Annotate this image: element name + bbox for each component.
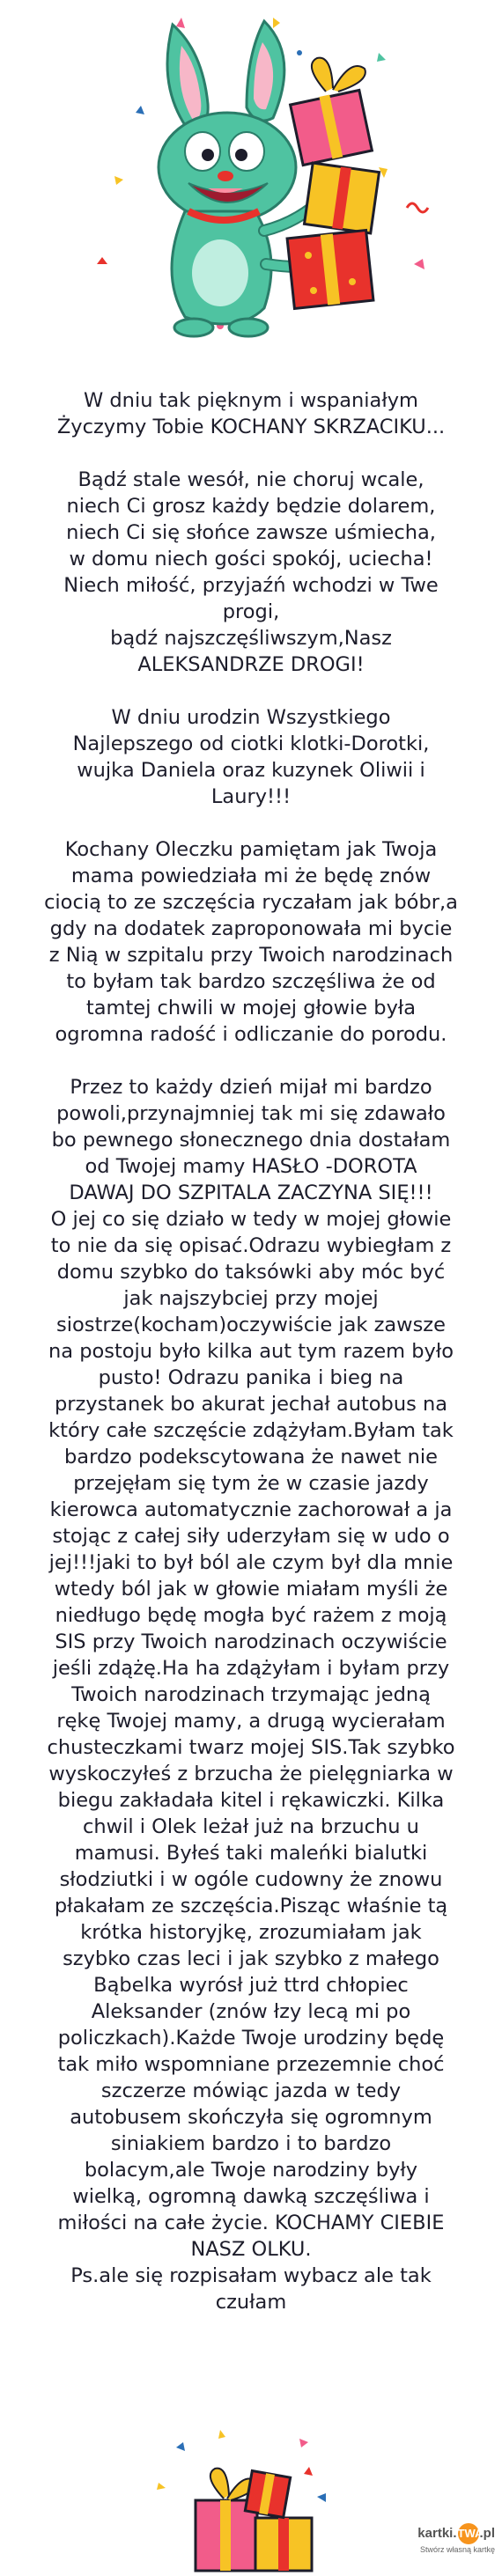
message-line: mamusi. Byłeś taki maleńki bialutki <box>74 1842 428 1865</box>
message-line: który całe szczęście zdążyłam.Byłam tak <box>48 1419 454 1442</box>
message-line: szybko czas leci i jak szybko z małego <box>63 1947 439 1970</box>
message-line: W dniu urodzin Wszystkiego <box>111 706 391 729</box>
message-line: płakałam ze szczęścia.Pisząc właśnie tą <box>54 1895 448 1917</box>
message-line: Ps.ale się rozpisałam wybacz ale tak <box>70 2264 432 2287</box>
message-line: Kochany Oleczku pamiętam jak Twoja <box>64 838 438 861</box>
message-line: Przez to każdy dzień mijał mi bardzo <box>70 1076 432 1099</box>
message-line: W dniu tak pięknym i wspaniałym <box>84 389 418 412</box>
paragraph-gap <box>16 440 486 467</box>
message-line: SIS przy Twoich narodzinach oczywiście <box>55 1630 447 1653</box>
message-line: bądź najszczęśliwszym,Nasz <box>110 627 392 650</box>
message-line: Aleksander (znów łzy lecą mi po <box>91 2000 411 2023</box>
message-line: chusteczkami twarz mojej SIS.Tak szybko <box>47 1736 455 1759</box>
message-line: kierowca automatycznie zachorował a ja <box>49 1498 453 1521</box>
message-line: pusto! Odrazu panika i bieg na <box>98 1366 404 1389</box>
message-line: Życzymy Tobie KOCHANY SKRZACIKU... <box>56 416 446 438</box>
message-line: policzkach).Każde Twoje urodziny będę <box>57 2027 445 2050</box>
message-line: tamtej chwili w mojej głowie była <box>85 997 417 1019</box>
message-line: na postoju było kilka aut tym razem było <box>48 1340 454 1363</box>
paragraph-gap <box>16 678 486 704</box>
logo-part1: kartki. <box>417 2525 457 2541</box>
gift-boxes-icon <box>196 2469 312 2571</box>
message-line: chwil i Olek leżał już na brzuchu u <box>83 1815 419 1838</box>
message-line: bardzo podekscytowana że nawet nie <box>64 1446 438 1468</box>
message-line: niech Ci się słońce zawsze uśmiecha, <box>66 521 436 544</box>
message-line: progi, <box>222 600 280 623</box>
message-line: O jej co się działo w tedy w mojej głowie <box>50 1208 452 1231</box>
message-line: szczerze mówiąc jazda w tedy <box>100 2079 402 2102</box>
logo-wordmark <box>388 2523 495 2544</box>
message-line: biegu zakładała kitel i rękawiczki. Kilka <box>57 1789 445 1812</box>
message-line: ALEKSANDRZE DROGI! <box>137 653 365 676</box>
message-line: wujka Daniela oraz kuzynek Oliwii i <box>77 759 425 782</box>
message-line: rękę Twojej mamy, a drugą wycierałam <box>56 1710 446 1733</box>
message-line: krótka historyjkę, zrozumiałam jak <box>80 1921 422 1944</box>
message-line: wtedy ból jak w głowie miałam myśli że <box>54 1578 448 1601</box>
paragraph-gap <box>16 810 486 836</box>
logo-badge: TWA <box>458 2523 479 2544</box>
message-line: czułam <box>215 2291 287 2314</box>
message-line: przystanek bo akurat jechał autobus na <box>54 1393 448 1416</box>
message-line: powoli,przynajmniej tak mi się zdawało <box>56 1102 446 1125</box>
message-line: autobusem skończyła się ogromnym <box>70 2106 432 2129</box>
message-line: jeśli zdążę.Ha ha zdążyłam i byłam przy <box>52 1657 450 1680</box>
message-line: Bąbelka wyrósł już ttrd chłopiec <box>93 1974 409 1997</box>
message-line: domu szybko do taksówki aby móc być <box>56 1261 446 1284</box>
logo-tagline: Stwórz własną kartkę <box>419 2545 495 2554</box>
message-line: Niech miłość, przyjaźń wchodzi w Twe <box>63 574 439 597</box>
message-line: z Nią w szpitalu przy Twoich narodzinach <box>48 944 454 967</box>
message-line: niech Ci grosz każdy będzie dolarem, <box>66 495 436 518</box>
message-line: niedługo będę mogła być rażem z moją <box>55 1604 447 1627</box>
message-line: wyskoczyłeś z brzucha że pielęgniarka w <box>48 1763 454 1785</box>
message-line: gdy na dodatek zaproponowała mi bycie <box>49 917 453 940</box>
bunny-with-gifts-illustration <box>0 0 502 370</box>
message-line: od Twojej mamy HASŁO -DOROTA <box>85 1155 417 1178</box>
gift-boxes-icon <box>287 58 379 309</box>
message-line: Bądź stale wesół, nie choruj wcale, <box>78 468 424 491</box>
message-line: to nie da się opisać.Odrazu wybiegłam z <box>50 1234 452 1257</box>
message-line: ogromna radość i odliczanie do porodu. <box>55 1023 447 1046</box>
message-line: jej!!!jaki to był ból ale czym był dla mnie <box>48 1551 454 1574</box>
message-line: DAWAJ DO SZPITALA ZACZYNA SIĘ!!! <box>69 1181 433 1204</box>
message-line: wielką, ogromną dawką szczęśliwa i <box>72 2185 430 2208</box>
message-line: Twoich narodzinach trzymając jedną <box>71 1683 431 1706</box>
message-line: tak miło wspomniane przezemnie choć <box>57 2053 445 2076</box>
message-line: siniakiem bardzo i to bardzo <box>110 2132 392 2155</box>
message-line: siostrze(kocham)oczywiście jak zawsze <box>56 1314 446 1336</box>
message-line: stojąc z całej siły uderzyłam się w udo o <box>52 1525 450 1548</box>
paragraph-gap <box>16 1048 486 1074</box>
message-line: słodziutki i w ogóle cudowny że znowu <box>59 1868 443 1891</box>
message-line: przejęłam się tym że w czasie jazdy <box>73 1472 429 1495</box>
message-line: mama powiedziała mi że będę znów <box>70 865 432 887</box>
message-line: miłości na całe życie. KOCHAMY CIEBIE <box>57 2212 445 2234</box>
message-line: Laury!!! <box>210 785 292 808</box>
message-line: bolacym,ale Twoje narodziny były <box>84 2159 418 2182</box>
message-line: to byłam tak bardzo szczęśliwa że od <box>66 970 436 993</box>
kartki-logo[interactable] <box>388 2523 495 2565</box>
message-line: ciocią to ze szczęścia ryczałam jak bóbr,a <box>44 891 458 914</box>
message-line: Najlepszego od ciotki klotki-Dorotki, <box>72 732 430 755</box>
message-line: NASZ OLKU. <box>190 2238 312 2261</box>
message-line: jak najszybciej przy mojej <box>123 1287 379 1310</box>
message-line: w domu niech gości spokój, uciecha! <box>69 548 433 570</box>
message-line: bo pewnego słonecznego dnia dostałam <box>51 1129 451 1152</box>
greeting-message <box>16 387 486 2315</box>
logo-part2: .pl <box>479 2525 495 2541</box>
